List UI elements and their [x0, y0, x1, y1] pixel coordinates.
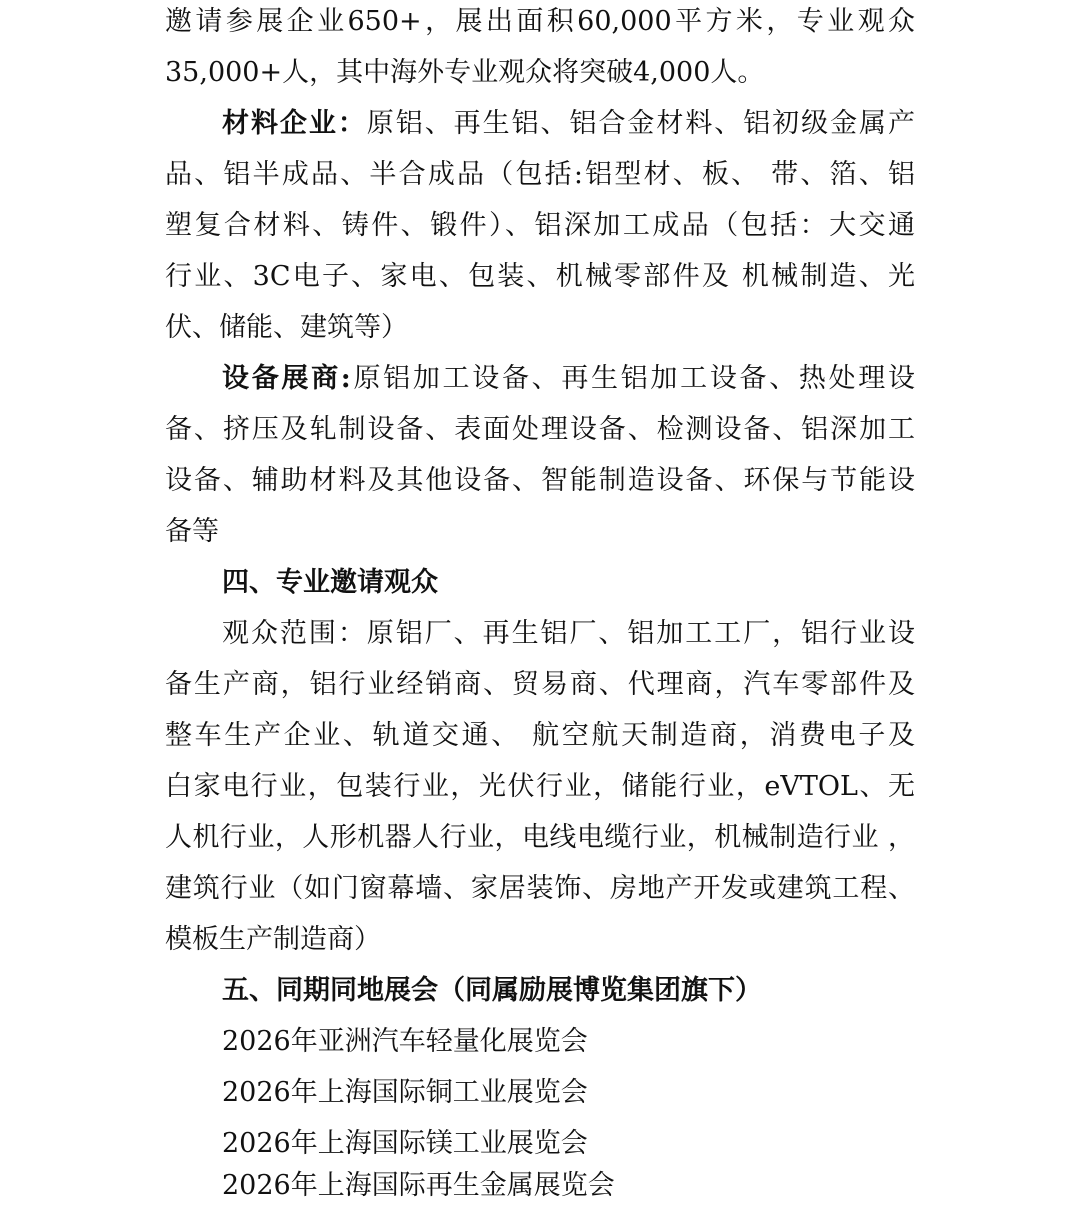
materials-text: 原铝、再生铝、铝合金材料、铝初级金属产	[366, 108, 915, 139]
audience-paragraph-line-4: 白家电行业，包装行业，光伏行业，储能行业，eVTOL、无	[165, 771, 915, 802]
equipment-text: 原铝加工设备、再生铝加工设备、热处理设	[350, 363, 915, 394]
equipment-paragraph-line-1	[222, 361, 915, 397]
expo-item-3: 2026年上海国际镁工业展览会	[222, 1128, 588, 1159]
equipment-paragraph-line-3: 设备、辅助材料及其他设备、智能制造设备、环保与节能设	[165, 465, 915, 496]
materials-paragraph-line-5: 伏、储能、建筑等）	[165, 312, 408, 343]
expo-item-1: 2026年亚洲汽车轻量化展览会	[222, 1026, 588, 1057]
materials-label: 材料企业：	[222, 108, 367, 139]
expo-item-2: 2026年上海国际铜工业展览会	[222, 1077, 588, 1108]
text-line-1: 邀请参展企业650+，展出面积60,000平方米，专业观众	[165, 6, 915, 37]
equipment-paragraph-line-4: 备等	[165, 516, 219, 547]
materials-paragraph-line-1	[222, 106, 915, 142]
materials-paragraph-line-2: 品、铝半成品、半合成品（包括:铝型材、板、 带、箔、铝	[165, 159, 915, 190]
audience-paragraph-line-5: 人机行业，人形机器人行业，电线电缆行业，机械制造行业 ，	[165, 822, 915, 853]
equipment-label: 设备展商:	[222, 363, 351, 394]
expo-item-4: 2026年上海国际再生金属展览会	[222, 1170, 615, 1201]
audience-paragraph-line-7: 模板生产制造商）	[165, 924, 381, 955]
section-four-heading: 四、专业邀请观众	[222, 567, 438, 598]
audience-paragraph-line-3: 整车生产企业、轨道交通、 航空航天制造商，消费电子及	[165, 720, 915, 751]
audience-paragraph-line-2: 备生产商，铝行业经销商、贸易商、代理商，汽车零部件及	[165, 669, 915, 700]
audience-paragraph-line-1: 观众范围：原铝厂、再生铝厂、铝加工工厂，铝行业设	[222, 618, 915, 649]
audience-paragraph-line-6: 建筑行业（如门窗幕墙、家居装饰、房地产开发或建筑工程、	[165, 873, 915, 904]
text-line-2: 35,000+人，其中海外专业观众将突破4,000人。	[165, 57, 765, 88]
materials-paragraph-line-3: 塑复合材料、铸件、锻件）、铝深加工成品（包括：大交通	[165, 210, 915, 241]
section-five-heading: 五、同期同地展会（同属励展博览集团旗下）	[222, 975, 762, 1006]
equipment-paragraph-line-2: 备、挤压及轧制设备、表面处理设备、检测设备、铝深加工	[165, 414, 915, 445]
materials-paragraph-line-4: 行业、3C电子、家电、包装、机械零部件及 机械制造、光	[165, 261, 915, 292]
